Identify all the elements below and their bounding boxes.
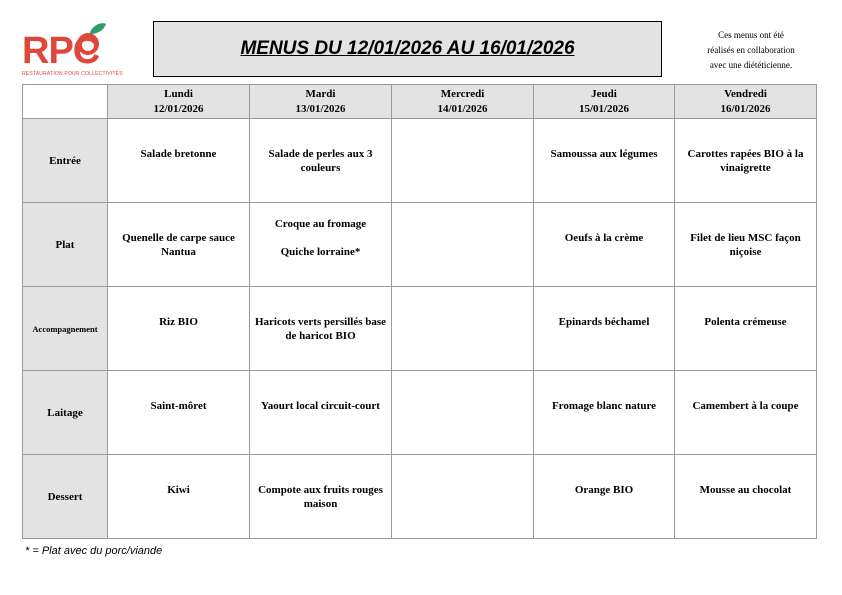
day-name: Mardi <box>305 87 336 100</box>
dish: Saint-môret <box>150 400 207 412</box>
menu-cell <box>108 371 250 455</box>
menu-cell <box>675 119 817 203</box>
menu-table <box>22 84 817 539</box>
dish: Epinards béchamel <box>558 316 650 328</box>
row-entree <box>23 119 817 203</box>
dish: Croque au fromage <box>274 218 367 230</box>
menu-cell <box>675 203 817 287</box>
dish-alt: Quiche lorraine* <box>280 246 361 258</box>
dish: Salade bretonne <box>140 148 217 160</box>
dish: Compote aux fruits rouges maison <box>258 484 383 510</box>
menu-cell <box>534 371 675 455</box>
row-dessert <box>23 455 817 539</box>
menu-cell <box>108 119 250 203</box>
row-accompagnement <box>23 287 817 371</box>
title-box <box>153 21 662 77</box>
day-date: 15/01/2026 <box>578 102 630 115</box>
dish: Orange BIO <box>574 484 634 496</box>
row-laitage <box>23 371 817 455</box>
menu-cell <box>392 455 534 539</box>
day-header-mercredi <box>392 85 534 119</box>
day-date: 16/01/2026 <box>720 102 771 115</box>
menu-cell <box>534 455 675 539</box>
day-name: Vendredi <box>724 87 767 100</box>
day-name: Jeudi <box>591 87 617 100</box>
dish: Filet de lieu MSC façon niçoise <box>690 232 801 258</box>
row-label: Plat <box>23 203 108 287</box>
menu-cell <box>108 455 250 539</box>
dish: Fromage blanc nature <box>551 400 657 412</box>
day-header-vendredi <box>675 85 817 119</box>
day-name: Lundi <box>164 87 193 100</box>
menu-cell <box>250 455 392 539</box>
row-label: Laitage <box>23 371 108 455</box>
menu-cell <box>675 455 817 539</box>
dish: Yaourt local circuit-court <box>261 400 380 412</box>
note-line: réalisés en collaboration <box>707 45 795 55</box>
header-row <box>23 85 817 119</box>
dish: Mousse au chocolat <box>699 484 792 496</box>
day-date: 13/01/2026 <box>295 102 346 115</box>
menu-cell <box>675 287 817 371</box>
menu-cell <box>250 287 392 371</box>
dish: Riz BIO <box>159 316 198 328</box>
day-header-mardi <box>250 85 392 119</box>
dish: Kiwi <box>167 484 190 496</box>
menu-cell <box>108 287 250 371</box>
row-label: Entrée <box>23 119 108 203</box>
corner-cell <box>23 85 108 119</box>
dish: Quenelle de carpe sauce Nantua <box>122 232 235 258</box>
rpc-logo <box>20 18 123 80</box>
row-label: Accompagnement <box>23 287 108 371</box>
page-title: MENUS DU 12/01/2026 AU 16/01/2026 <box>240 38 575 59</box>
logo-text: RPC <box>22 30 100 72</box>
menu-cell <box>534 119 675 203</box>
row-plat <box>23 203 817 287</box>
logo-tagline: RESTAURATION POUR COLLECTIVITÉS <box>22 71 123 77</box>
dish: Carottes rapées BIO à la vinaigrette <box>687 148 804 174</box>
menu-cell <box>675 371 817 455</box>
day-header-jeudi <box>534 85 675 119</box>
dish: Salade de perles aux 3 couleurs <box>268 148 373 174</box>
note-line: Ces menus ont été <box>718 30 784 40</box>
row-label: Dessert <box>23 455 108 539</box>
footnote: * = Plat avec du porc/viande <box>25 545 163 557</box>
dish: Camembert à la coupe <box>692 400 799 412</box>
menu-cell <box>108 203 250 287</box>
day-date: 12/01/2026 <box>153 102 204 115</box>
menu-cell <box>392 119 534 203</box>
dietitian-note <box>686 28 816 73</box>
menu-cell <box>534 203 675 287</box>
menu-cell <box>250 203 392 287</box>
dish: Samoussa aux légumes <box>550 148 658 160</box>
menu-cell <box>534 287 675 371</box>
dish: Haricots verts persillés base de haricot BIO <box>254 316 387 342</box>
day-name: Mercredi <box>440 87 485 100</box>
menu-cell <box>250 119 392 203</box>
day-date: 14/01/2026 <box>437 102 488 115</box>
dish: Oeufs à la crème <box>564 232 644 244</box>
dish: Polenta crémeuse <box>704 316 787 328</box>
note-line: avec une diététicienne. <box>709 60 793 70</box>
day-header-lundi <box>108 85 250 119</box>
menu-cell <box>250 371 392 455</box>
menu-cell <box>392 371 534 455</box>
menu-cell <box>392 203 534 287</box>
menu-cell <box>392 287 534 371</box>
